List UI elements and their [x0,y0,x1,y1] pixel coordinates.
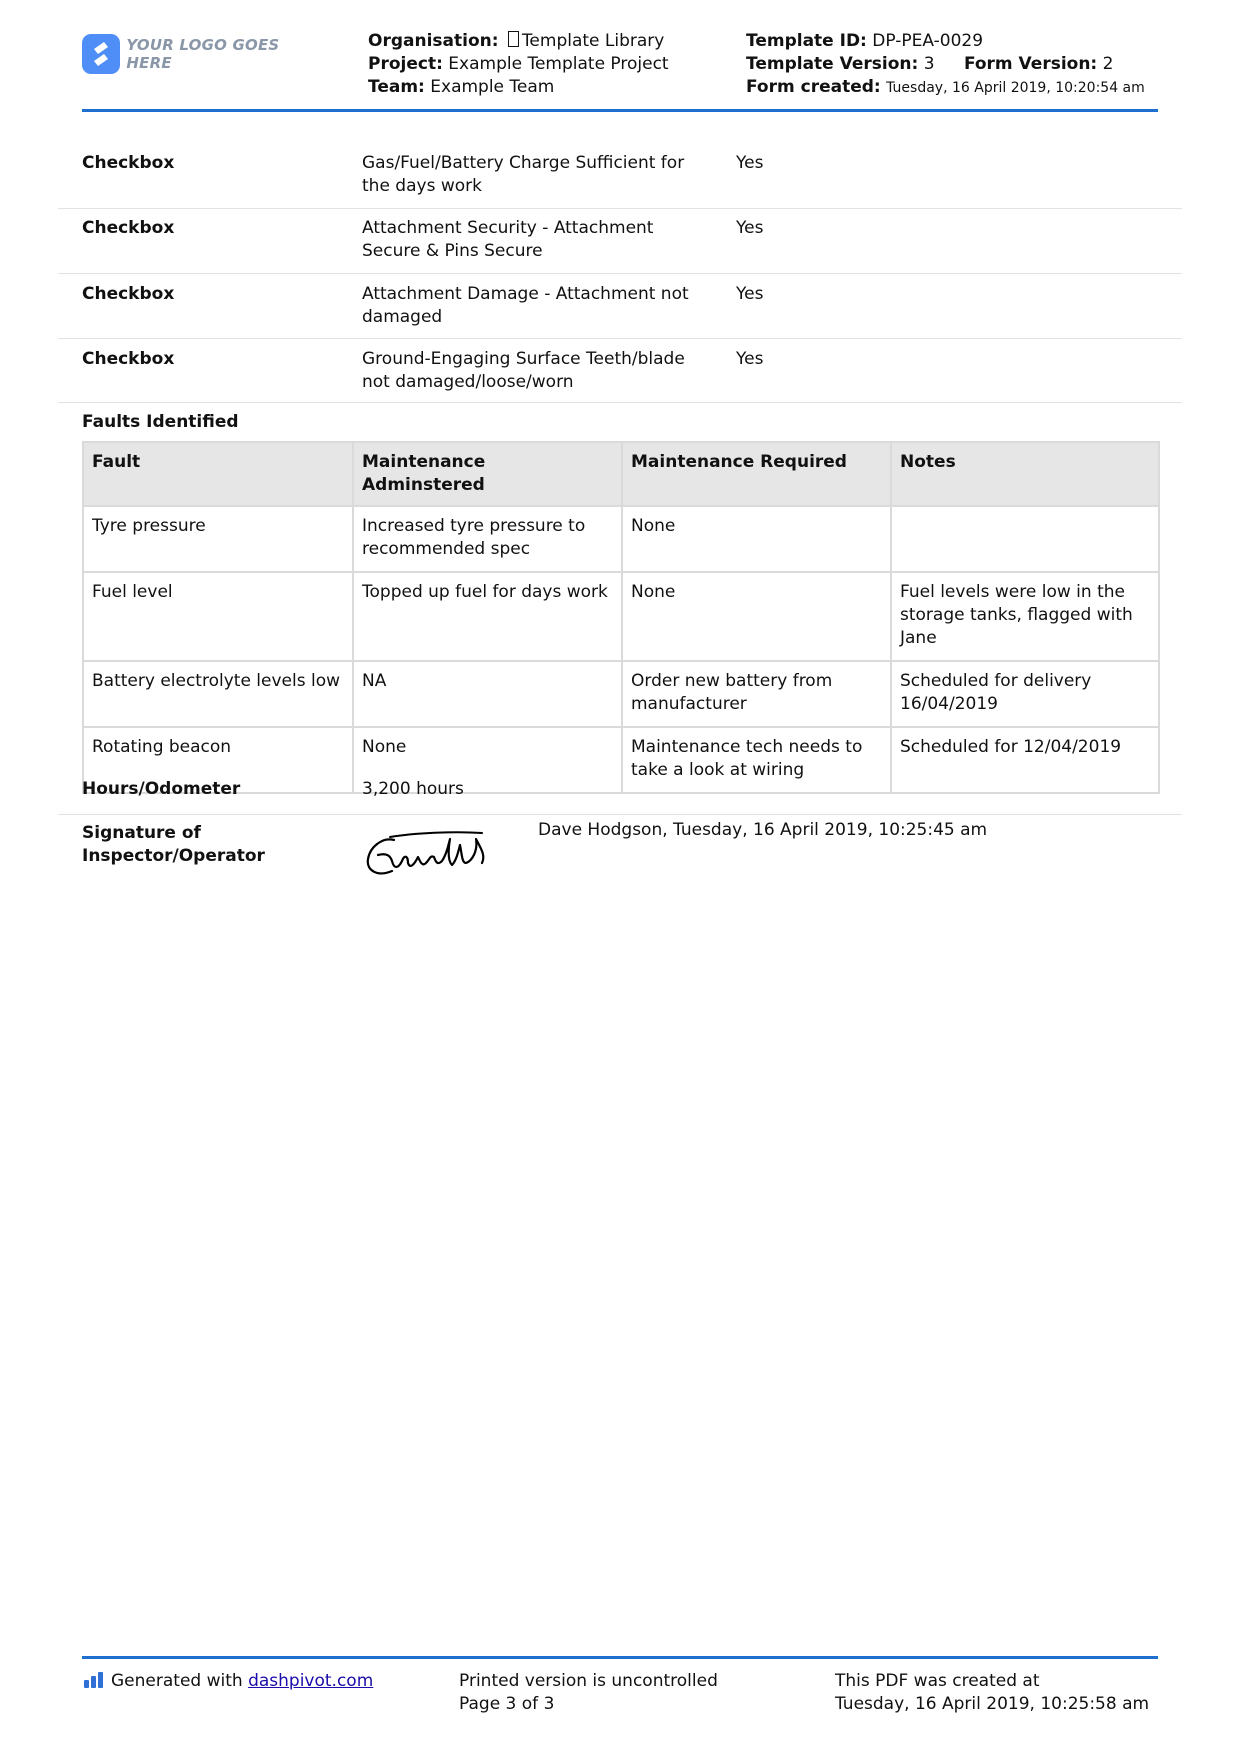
check-item: Attachment Security - Attachment Secure & Pins Secure [362,218,654,261]
form-version-value: 2 [1102,54,1114,74]
maintenance-administered-cell: Topped up fuel for days work [353,572,622,661]
template-version-label: Template Version: [746,54,919,74]
check-value: Yes [736,284,764,304]
check-value: Yes [736,218,764,238]
header-divider [82,109,1158,112]
uncontrolled-notice: Printed version is uncontrolled [459,1671,718,1691]
fault-cell: Battery electrolyte levels low [83,661,353,727]
footer-generated [84,1670,373,1693]
check-row [58,274,1182,339]
dashpivot-link[interactable]: dashpivot.com [248,1671,374,1691]
maintenance-required-cell: None [622,572,891,661]
logo-text: YOUR LOGO GOES HERE [126,36,280,72]
maintenance-administered-cell: Increased tyre pressure to recommended spec [353,506,622,572]
faults-header-row [83,442,1159,506]
team-value: Example Team [430,77,555,97]
table-row [83,506,1159,572]
form-version-label: Form Version: [963,54,1098,74]
team-label: Team: [368,77,425,97]
template-id-label: Template ID: [746,31,867,51]
organisation-label: Organisation: [368,31,499,51]
check-item: Ground-Engaging Surface Teeth/blade not damaged/loose/worn [362,349,685,392]
company-logo [82,32,322,76]
check-label: Checkbox [82,349,175,369]
check-item: Attachment Damage - Attachment not damaged [362,284,689,327]
fault-cell: Tyre pressure [83,506,353,572]
template-version-value: 3 [923,54,935,74]
pdf-created-label: This PDF was created at [835,1671,1040,1691]
check-row [58,209,1182,274]
notes-cell: Scheduled for delivery 16/04/2019 [891,661,1159,727]
notes-cell: Scheduled for 12/04/2019 [891,727,1159,793]
form-created-value: Tuesday, 16 April 2019, 10:20:54 am [886,80,1145,96]
organisation-square-icon [508,31,519,47]
maintenance-administered-cell: None [353,727,622,793]
check-item: Gas/Fuel/Battery Charge Sufficient for the days work [362,153,685,196]
page-number: Page 3 of 3 [459,1694,555,1714]
check-value: Yes [736,349,764,369]
signature-image [364,825,504,885]
footer-divider [82,1656,1158,1659]
table-row [83,572,1159,661]
logo-mark-icon [82,34,120,74]
maintenance-administered-cell: NA [353,661,622,727]
project-label: Project: [368,54,443,74]
check-label: Checkbox [82,153,175,173]
maintenance-required-cell: None [622,506,891,572]
faults-title: Faults Identified [82,412,239,432]
column-header-fault: Fault [83,442,353,506]
check-row [58,140,1182,209]
form-created-label: Form created: [746,77,881,97]
signature-signed-by: Dave Hodgson, Tuesday, 16 April 2019, 10:25:45 am [538,820,988,840]
hours-row [58,770,1182,815]
organisation-value: Template Library [521,31,665,51]
check-value: Yes [736,153,764,173]
header-project-info [368,30,669,99]
fault-cell: Fuel level [83,572,353,661]
hours-label: Hours/Odometer [82,779,241,799]
column-header-maintenance-required: Maintenance Required [622,442,891,506]
pdf-created-value: Tuesday, 16 April 2019, 10:25:58 am [835,1694,1150,1714]
column-header-notes: Notes [891,442,1159,506]
check-label: Checkbox [82,218,175,238]
hours-value: 3,200 hours [362,779,464,799]
dashpivot-bars-icon [84,1672,103,1688]
generated-prefix: Generated with [111,1671,243,1691]
column-header-maintenance-administered: Maintenance Adminstered [353,442,622,506]
fault-cell: Rotating beacon [83,727,353,793]
signature-label: Signature of Inspector/Operator [82,823,265,866]
maintenance-required-cell: Maintenance tech needs to take a look at wiring [622,727,891,793]
notes-cell [891,506,1159,572]
template-id-value: DP-PEA-0029 [872,31,984,51]
check-label: Checkbox [82,284,175,304]
footer-page-info [459,1670,718,1716]
check-row [58,339,1182,403]
notes-cell: Fuel levels were low in the storage tanks, flagged with Jane [891,572,1159,661]
header-template-info [746,30,1145,100]
maintenance-required-cell: Order new battery from manufacturer [622,661,891,727]
table-row [83,661,1159,727]
footer-created [835,1670,1149,1716]
project-value: Example Template Project [448,54,669,74]
faults-table [82,441,1160,794]
